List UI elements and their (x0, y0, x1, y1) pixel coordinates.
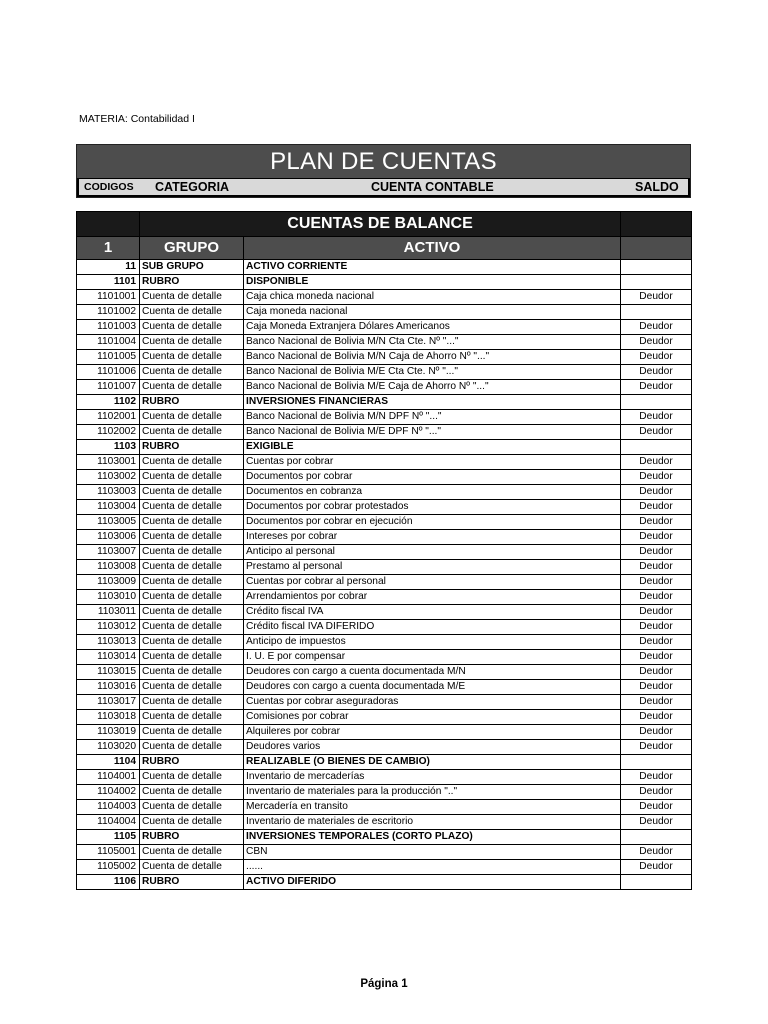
account-name: Intereses por cobrar (244, 530, 621, 545)
section-header-row (77, 212, 692, 237)
account-name: Inventario de mercaderías (244, 770, 621, 785)
account-name: Documentos por cobrar en ejecución (244, 515, 621, 530)
account-saldo: Deudor (621, 815, 692, 830)
table-row (77, 395, 692, 410)
table-row (77, 350, 692, 365)
group-label: GRUPO (140, 237, 244, 260)
account-category: Cuenta de detalle (140, 320, 244, 335)
account-category: Cuenta de detalle (140, 545, 244, 560)
account-saldo: Deudor (621, 575, 692, 590)
account-saldo: Deudor (621, 320, 692, 335)
account-saldo: Deudor (621, 710, 692, 725)
account-category: Cuenta de detalle (140, 485, 244, 500)
account-code: 1101002 (77, 305, 140, 320)
account-category: RUBRO (140, 830, 244, 845)
account-category: Cuenta de detalle (140, 725, 244, 740)
account-category: Cuenta de detalle (140, 620, 244, 635)
subheader-categoria: CATEGORIA (155, 180, 230, 194)
account-saldo (621, 440, 692, 455)
account-code: 1103014 (77, 650, 140, 665)
account-category: Cuenta de detalle (140, 695, 244, 710)
table-row (77, 455, 692, 470)
account-code: 1102002 (77, 425, 140, 440)
account-code: 11 (77, 260, 140, 275)
account-saldo (621, 830, 692, 845)
account-saldo: Deudor (621, 365, 692, 380)
section-title: CUENTAS DE BALANCE (140, 212, 621, 237)
account-name: Caja chica moneda nacional (244, 290, 621, 305)
account-category: Cuenta de detalle (140, 350, 244, 365)
account-name: Alquileres por cobrar (244, 725, 621, 740)
account-code: 1103020 (77, 740, 140, 755)
account-saldo: Deudor (621, 725, 692, 740)
account-code: 1103001 (77, 455, 140, 470)
table-row (77, 425, 692, 440)
account-category: Cuenta de detalle (140, 665, 244, 680)
account-saldo (621, 755, 692, 770)
account-name: Deudores con cargo a cuenta documentada M/E (244, 680, 621, 695)
account-name: ACTIVO DIFERIDO (244, 875, 621, 890)
account-category: Cuenta de detalle (140, 530, 244, 545)
account-category: Cuenta de detalle (140, 785, 244, 800)
table-row (77, 440, 692, 455)
subheader-codigos: CODIGOS (84, 181, 134, 193)
table-row (77, 290, 692, 305)
account-category: Cuenta de detalle (140, 560, 244, 575)
account-code: 1103010 (77, 590, 140, 605)
account-code: 1103003 (77, 485, 140, 500)
subheader-cuenta-contable: CUENTA CONTABLE (371, 180, 494, 194)
account-name: Cuentas por cobrar al personal (244, 575, 621, 590)
account-category: Cuenta de detalle (140, 335, 244, 350)
account-category: Cuenta de detalle (140, 290, 244, 305)
account-saldo: Deudor (621, 350, 692, 365)
account-code: 1103017 (77, 695, 140, 710)
account-saldo: Deudor (621, 470, 692, 485)
account-saldo: Deudor (621, 605, 692, 620)
account-saldo: Deudor (621, 425, 692, 440)
table-row (77, 470, 692, 485)
account-name: Deudores varios (244, 740, 621, 755)
account-category: Cuenta de detalle (140, 455, 244, 470)
account-code: 1101001 (77, 290, 140, 305)
table-row (77, 680, 692, 695)
account-category: RUBRO (140, 755, 244, 770)
table-row (77, 500, 692, 515)
group-name: ACTIVO (244, 237, 621, 260)
table-row (77, 335, 692, 350)
account-code: 1101004 (77, 335, 140, 350)
subheader-saldo: SALDO (635, 180, 679, 194)
table-row (77, 665, 692, 680)
accounts-body (77, 260, 692, 890)
account-name: INVERSIONES TEMPORALES (CORTO PLAZO) (244, 830, 621, 845)
account-saldo (621, 395, 692, 410)
account-category: Cuenta de detalle (140, 470, 244, 485)
table-row (77, 770, 692, 785)
account-code: 1103008 (77, 560, 140, 575)
account-code: 1104002 (77, 785, 140, 800)
table-row (77, 635, 692, 650)
account-name: Anticipo al personal (244, 545, 621, 560)
account-saldo: Deudor (621, 860, 692, 875)
section-header-blank-left (77, 212, 140, 237)
account-code: 1103006 (77, 530, 140, 545)
table-row (77, 740, 692, 755)
account-name: CBN (244, 845, 621, 860)
account-name: EXIGIBLE (244, 440, 621, 455)
account-code: 1101 (77, 275, 140, 290)
account-code: 1104003 (77, 800, 140, 815)
account-saldo: Deudor (621, 380, 692, 395)
table-row (77, 530, 692, 545)
account-code: 1103019 (77, 725, 140, 740)
account-name: Cuentas por cobrar aseguradoras (244, 695, 621, 710)
account-code: 1103009 (77, 575, 140, 590)
materia-label: MATERIA: Contabilidad I (79, 113, 195, 125)
account-name: Banco Nacional de Bolivia M/E Caja de Ahorro Nº "..." (244, 380, 621, 395)
account-saldo: Deudor (621, 845, 692, 860)
account-name: Mercadería en transito (244, 800, 621, 815)
account-code: 1101006 (77, 365, 140, 380)
table-row (77, 695, 692, 710)
table-row (77, 320, 692, 335)
table-row (77, 800, 692, 815)
account-code: 1103012 (77, 620, 140, 635)
account-category: RUBRO (140, 875, 244, 890)
account-name: Prestamo al personal (244, 560, 621, 575)
account-saldo (621, 305, 692, 320)
table-row (77, 260, 692, 275)
account-name: Caja moneda nacional (244, 305, 621, 320)
table-row (77, 515, 692, 530)
account-name: ...... (244, 860, 621, 875)
table-row (77, 815, 692, 830)
account-saldo: Deudor (621, 785, 692, 800)
account-saldo: Deudor (621, 770, 692, 785)
table-row (77, 365, 692, 380)
account-saldo: Deudor (621, 485, 692, 500)
account-name: Documentos por cobrar (244, 470, 621, 485)
account-name: Banco Nacional de Bolivia M/N DPF Nº "..." (244, 410, 621, 425)
account-name: Banco Nacional de Bolivia M/N Cta Cte. Nº "..." (244, 335, 621, 350)
account-name: ACTIVO CORRIENTE (244, 260, 621, 275)
account-saldo: Deudor (621, 740, 692, 755)
table-row (77, 545, 692, 560)
table-row (77, 725, 692, 740)
account-saldo: Deudor (621, 800, 692, 815)
account-category: RUBRO (140, 275, 244, 290)
account-name: Documentos por cobrar protestados (244, 500, 621, 515)
section-header-blank-right (621, 212, 692, 237)
table-row (77, 710, 692, 725)
account-code: 1104004 (77, 815, 140, 830)
account-name: Inventario de materiales para la producción ".." (244, 785, 621, 800)
table-row (77, 845, 692, 860)
table-row (77, 785, 692, 800)
account-saldo (621, 260, 692, 275)
account-category: Cuenta de detalle (140, 815, 244, 830)
account-code: 1101005 (77, 350, 140, 365)
account-saldo: Deudor (621, 530, 692, 545)
title-block (76, 144, 691, 198)
account-name: Arrendamientos por cobrar (244, 590, 621, 605)
account-category: SUB GRUPO (140, 260, 244, 275)
account-saldo: Deudor (621, 455, 692, 470)
account-code: 1103011 (77, 605, 140, 620)
table-row (77, 605, 692, 620)
group-header-blank (621, 237, 692, 260)
account-category: Cuenta de detalle (140, 575, 244, 590)
table-row (77, 410, 692, 425)
account-saldo: Deudor (621, 290, 692, 305)
account-category: Cuenta de detalle (140, 380, 244, 395)
account-category: Cuenta de detalle (140, 605, 244, 620)
table-row (77, 755, 692, 770)
account-category: Cuenta de detalle (140, 845, 244, 860)
account-saldo (621, 875, 692, 890)
account-name: REALIZABLE (O BIENES DE CAMBIO) (244, 755, 621, 770)
account-category: Cuenta de detalle (140, 425, 244, 440)
account-saldo: Deudor (621, 635, 692, 650)
table-row (77, 860, 692, 875)
account-category: Cuenta de detalle (140, 635, 244, 650)
table-row (77, 380, 692, 395)
table-row (77, 560, 692, 575)
account-name: Documentos en cobranza (244, 485, 621, 500)
account-category: Cuenta de detalle (140, 590, 244, 605)
account-code: 1104 (77, 755, 140, 770)
table-row (77, 575, 692, 590)
account-code: 1102001 (77, 410, 140, 425)
account-category: Cuenta de detalle (140, 710, 244, 725)
account-saldo: Deudor (621, 695, 692, 710)
account-saldo: Deudor (621, 680, 692, 695)
page-title: PLAN DE CUENTAS (77, 145, 690, 178)
account-code: 1103004 (77, 500, 140, 515)
account-code: 1105002 (77, 860, 140, 875)
account-code: 1102 (77, 395, 140, 410)
account-code: 1103016 (77, 680, 140, 695)
column-subheader (77, 178, 690, 197)
account-code: 1106 (77, 875, 140, 890)
account-name: Crédito fiscal IVA DIFERIDO (244, 620, 621, 635)
account-saldo: Deudor (621, 650, 692, 665)
account-name: Comisiones por cobrar (244, 710, 621, 725)
accounts-table (76, 211, 692, 890)
account-saldo: Deudor (621, 560, 692, 575)
account-category: Cuenta de detalle (140, 860, 244, 875)
table-row (77, 485, 692, 500)
account-saldo (621, 275, 692, 290)
account-name: Banco Nacional de Bolivia M/E DPF Nº "..." (244, 425, 621, 440)
account-category: Cuenta de detalle (140, 680, 244, 695)
table-row (77, 305, 692, 320)
account-name: Banco Nacional de Bolivia M/E Cta Cte. Nº "..." (244, 365, 621, 380)
account-saldo: Deudor (621, 665, 692, 680)
account-code: 1103005 (77, 515, 140, 530)
account-saldo: Deudor (621, 590, 692, 605)
account-code: 1105001 (77, 845, 140, 860)
table-row (77, 875, 692, 890)
group-number: 1 (77, 237, 140, 260)
account-saldo: Deudor (621, 545, 692, 560)
account-code: 1101007 (77, 380, 140, 395)
account-name: DISPONIBLE (244, 275, 621, 290)
account-category: RUBRO (140, 395, 244, 410)
account-code: 1101003 (77, 320, 140, 335)
table-row (77, 620, 692, 635)
account-name: I. U. E por compensar (244, 650, 621, 665)
table-row (77, 590, 692, 605)
account-name: Anticipo de impuestos (244, 635, 621, 650)
account-name: Banco Nacional de Bolivia M/N Caja de Ahorro Nº "..." (244, 350, 621, 365)
account-name: Deudores con cargo a cuenta documentada M/N (244, 665, 621, 680)
account-name: Caja Moneda Extranjera Dólares Americanos (244, 320, 621, 335)
table-row (77, 275, 692, 290)
account-name: Inventario de materiales de escritorio (244, 815, 621, 830)
account-name: Crédito fiscal IVA (244, 605, 621, 620)
table-row (77, 830, 692, 845)
account-code: 1103018 (77, 710, 140, 725)
account-saldo: Deudor (621, 410, 692, 425)
table-row (77, 650, 692, 665)
account-code: 1103013 (77, 635, 140, 650)
account-code: 1105 (77, 830, 140, 845)
account-name: Cuentas por cobrar (244, 455, 621, 470)
account-saldo: Deudor (621, 500, 692, 515)
account-code: 1103 (77, 440, 140, 455)
account-category: Cuenta de detalle (140, 770, 244, 785)
account-category: Cuenta de detalle (140, 305, 244, 320)
account-code: 1103015 (77, 665, 140, 680)
group-header-row (77, 237, 692, 260)
account-saldo: Deudor (621, 515, 692, 530)
account-category: Cuenta de detalle (140, 410, 244, 425)
account-code: 1103002 (77, 470, 140, 485)
account-saldo: Deudor (621, 335, 692, 350)
account-saldo: Deudor (621, 620, 692, 635)
accounts-table-wrap (76, 211, 691, 890)
account-category: Cuenta de detalle (140, 800, 244, 815)
account-category: Cuenta de detalle (140, 500, 244, 515)
account-category: Cuenta de detalle (140, 650, 244, 665)
account-code: 1104001 (77, 770, 140, 785)
account-category: Cuenta de detalle (140, 365, 244, 380)
account-category: Cuenta de detalle (140, 515, 244, 530)
account-name: INVERSIONES FINANCIERAS (244, 395, 621, 410)
account-code: 1103007 (77, 545, 140, 560)
account-category: Cuenta de detalle (140, 740, 244, 755)
account-category: RUBRO (140, 440, 244, 455)
page-number: Página 1 (360, 978, 408, 990)
